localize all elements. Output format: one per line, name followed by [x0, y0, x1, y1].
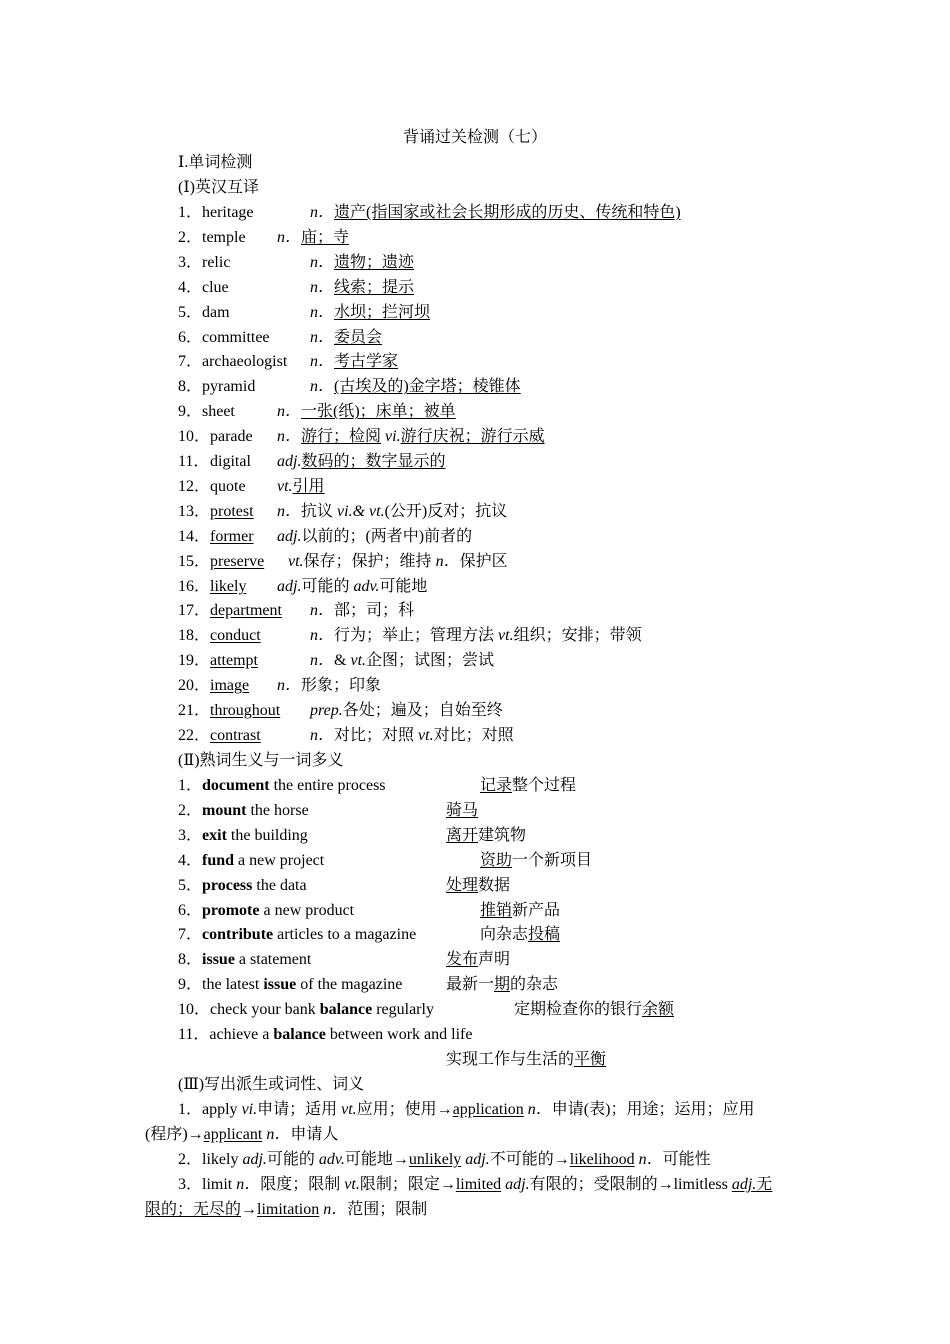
- phrase-text: articles to a magazine: [273, 926, 417, 944]
- item-number: 4．: [178, 851, 203, 869]
- definition: [310, 352, 398, 372]
- vocab-word: likely: [210, 577, 247, 595]
- definition-text: 可能地: [379, 577, 428, 595]
- definition: [277, 477, 325, 497]
- vocab-word: sheet: [202, 403, 235, 421]
- pos-label: vt.: [344, 1176, 360, 1193]
- definition-text: &: [334, 652, 351, 670]
- pos-label: adj.: [501, 1176, 530, 1193]
- pos-label: n．: [310, 278, 335, 296]
- pos-label: adj.: [242, 1151, 267, 1168]
- item-number: 14．: [178, 527, 211, 545]
- phrase-chinese: [446, 801, 478, 821]
- pos-label: n．: [310, 253, 335, 271]
- answer: 遗产(指国家或社会长期形成的历史、传统和特色): [334, 204, 681, 221]
- chinese-text: 一个新项目: [512, 851, 593, 869]
- phrase-english: [178, 876, 307, 896]
- answer: 遗物；遗迹: [334, 253, 415, 271]
- item-number: 22．: [178, 726, 211, 744]
- vocab-word: quote: [210, 477, 246, 495]
- answer: 水坝；拦河坝: [334, 303, 431, 321]
- phrase-chinese: [446, 1050, 606, 1070]
- item-number: 19．: [178, 652, 211, 670]
- chinese-text: 数据: [478, 876, 511, 894]
- pos-label: adj.: [277, 453, 302, 470]
- answer: 引用: [292, 477, 325, 495]
- pos-label: n．: [310, 627, 335, 645]
- definition-text: 行为；举止；管理方法: [334, 627, 495, 645]
- definition-text: 以前的；(两者中)前者的: [301, 527, 473, 545]
- answer: 骑马: [446, 801, 479, 819]
- item-text: 申请(表)；用途；运用；应用: [551, 1101, 755, 1118]
- definition-text: 对比；对照: [334, 726, 415, 744]
- answer: 一张(纸)；床单；被单: [301, 403, 456, 421]
- definition: [277, 577, 427, 597]
- item-text: 可能的: [266, 1151, 319, 1168]
- answer: (古埃及的)金字塔；棱锥体: [334, 378, 521, 396]
- item-number: 13．: [178, 502, 211, 520]
- phrase-chinese: [446, 826, 526, 846]
- definition: [277, 502, 507, 522]
- item-number: 10．: [178, 428, 211, 446]
- answer: unlikely: [408, 1151, 462, 1168]
- derivation-item: [178, 1175, 772, 1195]
- derivation-item: [178, 1150, 711, 1170]
- vocab-word: committee: [202, 328, 270, 346]
- phrase-text: of the magazine: [296, 976, 403, 994]
- vocab-word: preserve: [210, 552, 265, 570]
- key-word: balance: [319, 1001, 373, 1019]
- item-number: 2．: [178, 801, 203, 819]
- definition: [288, 552, 508, 572]
- vocab-word: clue: [202, 278, 229, 296]
- key-word: issue: [202, 951, 235, 969]
- phrase-english: [178, 801, 309, 821]
- definition: [310, 701, 503, 721]
- definition-text: 组织；安排；带领: [513, 627, 642, 645]
- definition: [310, 651, 494, 671]
- phrase-text: check your bank: [210, 1001, 320, 1019]
- key-word: exit: [202, 826, 227, 844]
- answer: 游行；检阅: [301, 428, 382, 446]
- answer: 数码的；数字显示的: [301, 453, 446, 470]
- phrase-text: the entire process: [269, 777, 386, 794]
- answer: likelihood: [569, 1151, 635, 1168]
- pos-label: vi.: [385, 428, 401, 446]
- answer: application: [452, 1101, 524, 1118]
- answer: 限的；无尽的: [145, 1201, 242, 1218]
- definition: [277, 228, 349, 248]
- phrase-chinese: [514, 1000, 674, 1020]
- item-text: 2．likely: [178, 1151, 243, 1168]
- chinese-text: 的杂志: [510, 976, 559, 994]
- definition-text: 保护区: [459, 552, 508, 570]
- pos-label: n．: [435, 552, 460, 570]
- pos-label: vt.: [277, 477, 293, 495]
- pos-label: n．: [262, 1126, 291, 1143]
- definition-text: 对比；对照: [433, 726, 514, 744]
- pos-label: n．: [310, 303, 335, 321]
- answer: limitation: [257, 1201, 320, 1218]
- chinese-text: 新产品: [512, 901, 561, 919]
- pos-label: n．: [634, 1151, 663, 1168]
- answer: 推销: [480, 901, 513, 919]
- item-number: 10．: [178, 1001, 211, 1019]
- definition: [277, 452, 445, 472]
- phrase-chinese: [480, 925, 560, 945]
- pos-label: n．: [319, 1201, 348, 1218]
- phrase-text: the latest: [202, 976, 264, 994]
- item-number: 9．: [178, 976, 203, 994]
- pos-label: vt.: [288, 552, 304, 570]
- vocab-word: pyramid: [202, 378, 256, 396]
- phrase-english: [178, 1025, 472, 1045]
- chinese-text: 实现工作与生活的: [446, 1051, 575, 1068]
- phrase-chinese: [446, 975, 558, 995]
- item-number: 3．: [178, 253, 203, 271]
- answer: 余额: [642, 1001, 675, 1019]
- phrase-text: between work and life: [325, 1026, 473, 1043]
- pos-label: n．: [277, 677, 302, 695]
- phrase-english: [178, 1000, 434, 1020]
- chinese-text: 建筑物: [478, 826, 527, 844]
- item-text: 限度；限制: [260, 1176, 345, 1193]
- item-number: 5．: [178, 303, 203, 321]
- item-text: 不可能的→: [489, 1151, 570, 1168]
- arrow: →: [187, 1126, 204, 1143]
- vocab-word: contrast: [210, 726, 261, 744]
- pos-label: n．: [310, 204, 335, 221]
- definition: [277, 676, 381, 696]
- answer: 线索；提示: [334, 278, 415, 296]
- answer: limited: [455, 1176, 502, 1193]
- vocab-word: former: [210, 527, 254, 545]
- vocab-word: attempt: [210, 652, 258, 670]
- item-text: 有限的；受限制的→limitless: [529, 1176, 732, 1193]
- definition: [277, 402, 456, 422]
- phrase-english: [178, 826, 308, 846]
- vocab-word: digital: [210, 453, 251, 470]
- pos-label: prep.: [310, 702, 343, 719]
- item-text: 应用；使用→: [356, 1101, 453, 1118]
- item-number: 5．: [178, 876, 203, 894]
- pos-label: adv.: [318, 1151, 345, 1168]
- pos-label: vt.: [341, 1101, 357, 1118]
- answer: 记录: [480, 777, 513, 794]
- definition-text: 各处；遍及；自始至终: [342, 702, 503, 719]
- phrase-text: achieve a: [209, 1026, 274, 1043]
- key-word: balance: [273, 1026, 326, 1043]
- page-title: 背诵过关检测（七）: [402, 129, 547, 146]
- item-number: 12．: [178, 477, 211, 495]
- pos-label: n．: [277, 228, 302, 246]
- definition: [310, 303, 430, 323]
- vocab-word: temple: [202, 228, 246, 246]
- phrase-chinese: [480, 776, 576, 796]
- pos-label: adj.: [277, 577, 302, 595]
- phrase-text: a statement: [234, 951, 312, 969]
- phrase-english: [178, 776, 386, 796]
- part-heading: (Ⅰ)英汉互译: [178, 179, 259, 196]
- answer: 期: [494, 976, 511, 994]
- item-text: (程序): [145, 1126, 188, 1143]
- answer: 处理: [446, 876, 479, 894]
- phrase-text: the data: [252, 876, 307, 894]
- item-number: 17．: [178, 602, 211, 620]
- definition-text: 保存；保护；维持: [303, 552, 432, 570]
- section-heading: Ⅰ.单词检测: [178, 154, 253, 171]
- answer: applicant: [203, 1126, 263, 1143]
- key-word: issue: [263, 976, 297, 994]
- definition-text: 可能的: [301, 577, 350, 595]
- key-word: contribute: [202, 926, 274, 944]
- item-number: 3．: [178, 826, 203, 844]
- item-text: 可能地→: [344, 1151, 409, 1168]
- item-number: 8．: [178, 378, 203, 396]
- definition-text: (公开)反对；抗议: [384, 502, 508, 520]
- answer: 游行庆祝；游行示威: [400, 428, 545, 446]
- phrase-english: [178, 975, 402, 995]
- item-number: 20．: [178, 677, 211, 695]
- key-word: document: [202, 777, 270, 794]
- definition-text: 抗议: [301, 502, 334, 520]
- answer: 资助: [480, 851, 513, 869]
- phrase-english: [178, 851, 324, 871]
- pos-label: n．: [310, 726, 335, 744]
- phrase-chinese: [480, 851, 592, 871]
- pos-label: vi.: [241, 1101, 258, 1118]
- definition-text: 企图；试图；尝试: [366, 652, 495, 670]
- pos-label: adj.: [461, 1151, 490, 1168]
- key-word: mount: [202, 801, 247, 819]
- chinese-text: 定期检查你的银行: [514, 1001, 643, 1019]
- chinese-text: 声明: [478, 951, 511, 969]
- key-word: fund: [202, 851, 235, 869]
- derivation-item: [178, 1100, 754, 1120]
- phrase-text: the horse: [246, 801, 309, 819]
- answer: 投稿: [528, 926, 561, 944]
- item-number: 16．: [178, 577, 211, 595]
- answer: 平衡: [574, 1051, 607, 1068]
- part-heading: (Ⅲ)写出派生或词性、词义: [178, 1076, 365, 1093]
- definition: [310, 377, 521, 397]
- definition-text: 形象；印象: [301, 677, 382, 695]
- answer-pos: adj.: [731, 1176, 757, 1193]
- vocab-word: conduct: [210, 627, 261, 645]
- vocab-word: archaeologist: [202, 353, 288, 371]
- phrase-chinese: [446, 876, 510, 896]
- pos-label: n．: [277, 428, 302, 446]
- key-word: promote: [202, 901, 260, 919]
- pos-label: n．: [310, 328, 335, 346]
- derivation-item-continued: [145, 1125, 338, 1145]
- part-heading: (Ⅱ)熟词生义与一词多义: [178, 752, 344, 769]
- definition: [310, 626, 642, 646]
- vocab-word: department: [210, 602, 282, 620]
- item-number: 8．: [178, 951, 203, 969]
- pos-label: adj.: [277, 527, 302, 545]
- pos-label: vt.: [498, 627, 514, 645]
- pos-label: adv.: [353, 577, 380, 595]
- definition: [277, 527, 472, 547]
- item-number: 2．: [178, 228, 203, 246]
- pos-label: n．: [310, 353, 335, 371]
- item-number: 11．: [178, 453, 210, 470]
- pos-label: n．: [310, 652, 335, 670]
- pos-label: vi.& vt.: [337, 502, 385, 520]
- pos-label: vt.: [350, 652, 367, 670]
- pos-label: vt.: [418, 726, 434, 744]
- item-number: 7．: [178, 926, 203, 944]
- vocab-word: throughout: [210, 702, 281, 719]
- pos-label: n．: [277, 502, 302, 520]
- item-number: 6．: [178, 328, 203, 346]
- item-number: 6．: [178, 901, 203, 919]
- item-number: 21．: [178, 702, 211, 719]
- item-text: 范围；限制: [347, 1201, 428, 1218]
- pos-label: n．: [310, 378, 335, 396]
- derivation-item-continued: [145, 1200, 427, 1220]
- pos-label: n．: [310, 602, 335, 620]
- phrase-english: [178, 901, 354, 921]
- answer: 考古学家: [334, 353, 399, 371]
- definition: [277, 427, 545, 447]
- item-text: 限制；限定→: [359, 1176, 456, 1193]
- item-number: 4．: [178, 278, 203, 296]
- phrase-chinese: [446, 950, 510, 970]
- answer: 庙；寺: [301, 228, 350, 246]
- answer: 发布: [446, 951, 479, 969]
- definition: [310, 328, 382, 348]
- phrase-chinese: [480, 901, 560, 921]
- definition-text: 部；司；科: [334, 602, 415, 620]
- item-text: 3．limit: [178, 1176, 237, 1193]
- item-number: 11．: [178, 1026, 210, 1043]
- vocab-word: parade: [210, 428, 253, 446]
- definition: [310, 726, 514, 746]
- pos-label: n．: [277, 403, 302, 421]
- phrase-text: the building: [226, 826, 308, 844]
- item-number: 18．: [178, 627, 211, 645]
- pos-label: n．: [236, 1176, 261, 1193]
- phrase-english: [178, 925, 416, 945]
- item-number: 7．: [178, 353, 203, 371]
- vocab-word: dam: [202, 303, 230, 321]
- chinese-text: 整个过程: [512, 777, 577, 794]
- item-text: 申请人: [290, 1126, 339, 1143]
- phrase-english: [178, 950, 311, 970]
- definition: [310, 203, 681, 223]
- chinese-text: 向杂志: [480, 926, 529, 944]
- definition: [310, 601, 414, 621]
- key-word: process: [202, 876, 253, 894]
- item-text: 申请；适用: [257, 1101, 342, 1118]
- definition: [310, 278, 414, 298]
- item-number: 1．: [178, 777, 203, 794]
- vocab-word: heritage: [202, 204, 254, 221]
- vocab-word: relic: [202, 253, 231, 271]
- item-text: 可能性: [662, 1151, 711, 1168]
- arrow: →: [241, 1201, 258, 1218]
- phrase-text: a new product: [259, 901, 355, 919]
- item-text: 1．apply: [178, 1101, 242, 1118]
- phrase-text: regularly: [372, 1001, 434, 1019]
- phrase-text: a new project: [234, 851, 325, 869]
- definition: [310, 253, 414, 273]
- answer: 离开: [446, 826, 479, 844]
- item-number: 9．: [178, 403, 203, 421]
- vocab-word: protest: [210, 502, 254, 520]
- vocab-word: image: [210, 677, 250, 695]
- item-number: 1．: [178, 204, 203, 221]
- answer: 无: [756, 1176, 773, 1193]
- item-number: 15．: [178, 552, 211, 570]
- pos-label: n．: [523, 1101, 552, 1118]
- chinese-text: 最新一: [446, 976, 495, 994]
- answer: 委员会: [334, 328, 383, 346]
